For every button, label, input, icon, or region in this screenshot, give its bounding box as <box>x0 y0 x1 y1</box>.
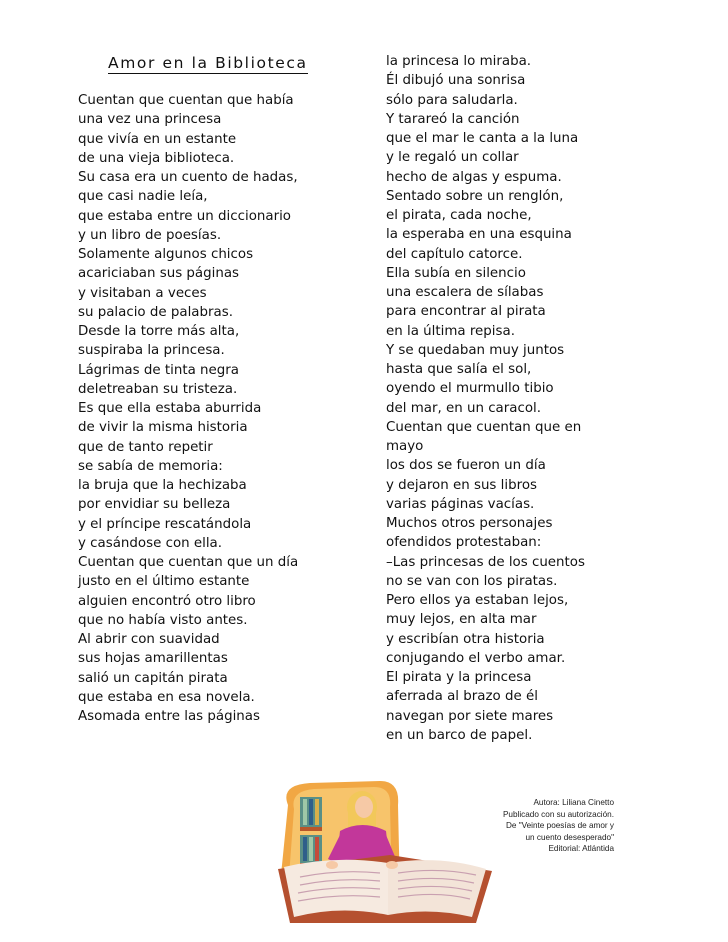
poem-line: Pero ellos ya estaban lejos, <box>386 593 569 608</box>
poem-line: una vez una princesa <box>78 112 222 128</box>
poem-line: la esperaba en una esquina <box>386 227 572 243</box>
credit-line: Autora: Liliana Cinetto <box>533 798 614 807</box>
poem-line: que estaba entre un diccionario <box>78 208 291 224</box>
poem-line: Cuentan que cuentan que un día <box>78 555 299 570</box>
poem-line: por envidiar su belleza <box>78 497 231 513</box>
poem-line: que estaba en esa novela. <box>78 689 255 705</box>
poem-line: suspiraba la princesa. <box>78 343 225 359</box>
poem-line: Es que ella estaba aburrida <box>78 401 262 416</box>
poem-line: oyendo el murmullo tibio <box>386 381 554 397</box>
poem-line: varias páginas vacías. <box>386 496 535 512</box>
poem-line: y el príncipe rescatándola <box>78 516 252 532</box>
credit-line: Editorial: Atlántida <box>548 844 614 853</box>
poem-line: ofendidos protestaban: <box>386 535 542 551</box>
poem-line: y dejaron en sus libros <box>386 477 537 493</box>
poem-line: Desde la torre más alta, <box>78 324 240 339</box>
poem-line: que no había visto antes. <box>78 612 248 628</box>
poem-title: Amor en la Biblioteca <box>108 54 308 72</box>
credit-line: De "Veinte poesías de amor y <box>505 821 614 830</box>
poem-line: Cuentan que cuentan que en <box>386 419 582 435</box>
poem-line: Muchos otros personajes <box>386 516 553 531</box>
poem-line: mayo <box>386 439 424 454</box>
poem-line: muy lejos, en alta mar <box>386 612 537 628</box>
poem-line: en un barco de papel. <box>386 727 533 743</box>
poem-line: y le regaló un collar <box>386 150 519 166</box>
poem-line: El pirata y la princesa <box>386 670 532 685</box>
poem-line: Solamente algunos chicos <box>78 247 254 262</box>
poem-line: que casi nadie leía, <box>78 189 208 205</box>
credits-block <box>494 797 614 855</box>
credit-line: Publicado con su autorización. <box>502 809 614 819</box>
poem-line: y casándose con ella. <box>78 535 223 551</box>
poem-line: aferrada al brazo de él <box>386 689 538 705</box>
poem-line: navegan por siete mares <box>386 708 554 724</box>
poem-line: acariciaban sus páginas <box>78 266 240 282</box>
credit-line: un cuento desesperado" <box>525 832 614 842</box>
poem-line: Asomada entre las páginas <box>78 709 260 724</box>
poem-line: la princesa lo miraba. <box>386 54 532 69</box>
poem-line: de una vieja biblioteca. <box>78 150 235 166</box>
poem-line: que el mar le canta a la luna <box>386 131 579 146</box>
poem-line: el pirata, cada noche, <box>386 208 532 223</box>
poem-line: Lágrimas de tinta negra <box>78 362 239 378</box>
poem-line: –Las princesas de los cuentos <box>386 554 585 570</box>
poem-line: no se van con los piratas. <box>386 573 558 589</box>
poem-line: del mar, en un caracol. <box>386 400 542 416</box>
poem-line: Y se quedaban muy juntos <box>386 342 565 358</box>
poem-line: Sentado sobre un renglón, <box>386 188 564 204</box>
poem-line: se sabía de memoria: <box>78 458 223 474</box>
poem-line: Él dibujó una sonrisa <box>386 73 526 89</box>
poem-right-column <box>386 52 585 745</box>
poem-line: del capítulo catorce. <box>386 246 523 262</box>
poem-line: Al abrir con suavidad <box>78 632 220 647</box>
poem-line: la bruja que la hechizaba <box>78 478 247 493</box>
poem-line: justo en el último estante <box>78 574 250 590</box>
poem-line: Su casa era un cuento de hadas, <box>78 170 298 185</box>
poem-line: una escalera de sílabas <box>386 285 544 300</box>
girl-reading-book-icon <box>270 775 500 925</box>
poem-line: deletreaban su tristeza. <box>78 381 238 397</box>
poem-line: y escribían otra historia <box>386 631 545 647</box>
poem-line: que vivía en un estante <box>78 131 237 147</box>
poem-line: Y tarareó la canción <box>386 111 520 127</box>
poem-line: sólo para saludarla. <box>386 92 518 108</box>
poem-line: salió un capitán pirata <box>78 670 228 686</box>
poem-line: Ella subía en silencio <box>386 265 526 281</box>
poem-line: y visitaban a veces <box>78 285 207 301</box>
poem-line: conjugando el verbo amar. <box>386 650 566 666</box>
poem-line: hasta que salía el sol, <box>386 362 532 377</box>
poem-line: Cuentan que cuentan que había <box>78 93 294 108</box>
poem-left-column <box>78 91 298 726</box>
poem-line: alguien encontró otro libro <box>78 593 256 609</box>
poem-line: para encontrar al pirata <box>386 304 546 320</box>
poem-line: que de tanto repetir <box>78 439 213 455</box>
poem-line: hecho de algas y espuma. <box>386 169 562 185</box>
poem-line: en la última repisa. <box>386 323 515 339</box>
poem-line: su palacio de palabras. <box>78 304 233 320</box>
poem-line: sus hojas amarillentas <box>78 651 228 667</box>
poem-line: los dos se fueron un día <box>386 458 546 474</box>
poem-line: de vivir la misma historia <box>78 420 248 436</box>
poem-line: y un libro de poesías. <box>78 227 222 243</box>
